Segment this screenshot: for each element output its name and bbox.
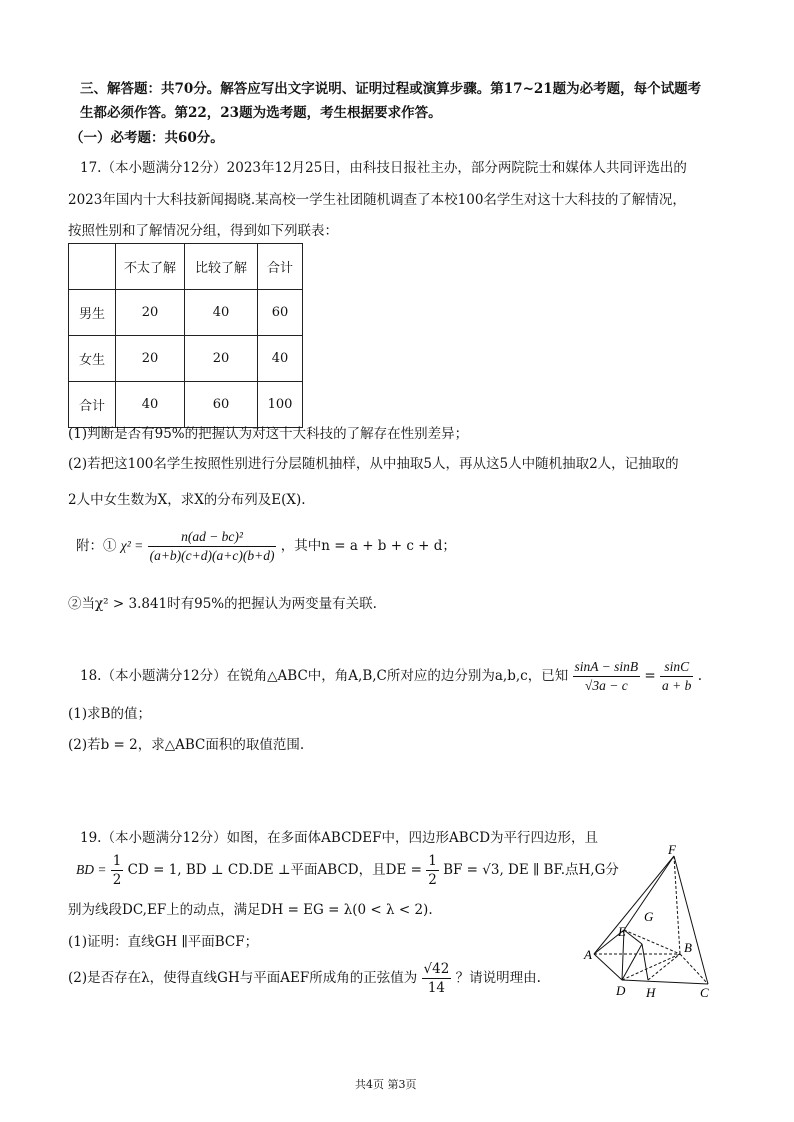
table-cell: 60 — [258, 290, 303, 336]
q19-line2-b: CD = 1, BD ⊥ CD.DE ⊥平面ABCD，且DE = — [127, 862, 422, 878]
table-row — [69, 290, 303, 336]
table-header: 合计 — [258, 244, 303, 290]
equals-sign: = — [644, 668, 656, 684]
formula-lhs: χ² = — [120, 538, 144, 553]
table-cell: 女生 — [69, 336, 116, 382]
page-footer: 共4页 第3页 — [355, 1078, 417, 1091]
table-cell: 60 — [185, 382, 258, 428]
fraction-denominator: 14 — [427, 980, 445, 996]
edge-fb-dashed — [674, 856, 680, 954]
fraction-denominator: (a+b)(c+d)(a+c)(b+d) — [149, 548, 275, 563]
table-cell: 40 — [185, 290, 258, 336]
contingency-table — [68, 243, 303, 428]
table-cell: 40 — [116, 382, 185, 428]
edge-hb-dashed — [648, 954, 680, 980]
table-header: 比较了解 — [185, 244, 258, 290]
fraction-denominator: 2 — [428, 872, 437, 888]
q17-part2-line1: (2)若把这100名学生按照性别进行分层随机抽样，从中抽取5人，再从这5人中随机抽取2人，记抽取的 — [68, 456, 679, 472]
fraction-denominator: 2 — [112, 872, 122, 888]
fraction-denominator: √3a − c — [584, 678, 628, 693]
q19-line1: 19.（本小题满分12分）如图，在多面体ABCDEF中，四边形ABCD为平行四边形，且 — [80, 830, 599, 846]
table-header: 不太了解 — [116, 244, 185, 290]
vertex-label-b: B — [684, 940, 692, 955]
q18-part1: (1)求B的值； — [68, 706, 152, 722]
vertex-label-d: D — [616, 983, 626, 998]
half-fraction — [111, 852, 124, 889]
q19-part1: (1)证明：直线GH ∥平面BCF； — [68, 934, 259, 950]
q18-line1 — [80, 658, 702, 695]
vertex-label-h: H — [646, 985, 656, 1000]
half-fraction — [426, 852, 439, 889]
formula-tail: ，其中n = a + b + c + d； — [280, 538, 456, 554]
q19-line2-c: BF = √3, DE ∥ BF.点H,G分 — [443, 862, 619, 878]
table-cell: 20 — [116, 336, 185, 382]
fraction-numerator: n(ad − bc)² — [148, 528, 277, 547]
q17-note2: ②当χ² > 3.841时有95%的把握认为两变量有关联. — [68, 596, 377, 612]
fraction-numerator: 1 — [428, 853, 437, 869]
table-cell: 20 — [185, 336, 258, 382]
q17-part1: (1)判断是否有95%的把握认为对这十大科技的了解存在性别差异； — [68, 426, 469, 442]
table-cell — [69, 244, 116, 290]
edge-eb-dashed — [624, 930, 680, 954]
table-row — [69, 382, 303, 428]
q19-line2 — [76, 852, 619, 889]
section-heading-line2: 生都必须作答。第22，23题为选考题，考生根据要求作答。 — [80, 105, 442, 121]
vertex-label-a: A — [584, 947, 592, 962]
q17-line1: 17.（本小题满分12分）2023年12月25日，由科技日报社主办，部分两院院士和媒体人共同评选出的 — [80, 160, 687, 176]
edge-fa — [594, 856, 674, 954]
table-cell: 男生 — [69, 290, 116, 336]
section-heading-line1: 三、解答题：共70分。解答应写出文字说明、证明过程或演算步骤。第17~21题为必考题，每个试题考 — [80, 81, 702, 97]
q19-line3: 别为线段DC,EF上的动点，满足DH = EG = λ(0 < λ < 2). — [68, 902, 433, 918]
table-row — [69, 244, 303, 290]
note-label: 附：① — [76, 538, 117, 554]
q17-formula — [76, 528, 456, 565]
q18-fraction-left — [573, 658, 641, 695]
q18-part2: (2)若b = 2，求△ABC面积的取值范围. — [68, 737, 305, 753]
fraction-numerator: sinC — [660, 658, 693, 677]
table-row — [69, 336, 303, 382]
fraction-numerator: sinA − sinB — [573, 658, 641, 677]
table-cell: 20 — [116, 290, 185, 336]
q18-fraction-right — [660, 658, 693, 695]
q17-line3: 按照性别和了解情况分组，得到如下列联表： — [68, 223, 338, 239]
polyhedron-figure — [580, 842, 720, 1004]
q19-part2 — [68, 960, 541, 997]
fraction-denominator: a + b — [662, 678, 692, 693]
q19-part2-pre: (2)是否存在λ，使得直线GH与平面AEF所成角的正弦值为 — [68, 970, 418, 986]
table-cell: 合计 — [69, 382, 116, 428]
sine-fraction — [422, 960, 452, 997]
edge-db-dashed — [622, 954, 680, 980]
fraction-numerator: 1 — [112, 853, 122, 869]
vertex-label-f: F — [668, 842, 676, 857]
edge-ad — [594, 954, 622, 980]
table-cell: 40 — [258, 336, 303, 382]
edge-fc — [674, 856, 708, 984]
sub-heading: （一）必考题：共60分。 — [70, 130, 224, 146]
q17-part2-line2: 2人中女生数为X，求X的分布列及E(X). — [68, 492, 306, 508]
edge-g-d — [622, 944, 642, 980]
table-cell: 100 — [258, 382, 303, 428]
fraction-numerator: √42 — [423, 961, 450, 977]
edge-gh — [642, 944, 648, 980]
q17-line2: 2023年国内十大科技新闻揭晓.某高校一学生社团随机调查了本校100名学生对这十大科技的了解情况， — [68, 192, 686, 208]
vertex-label-e: E — [618, 924, 626, 939]
period: . — [697, 668, 702, 684]
vertex-label-c: C — [700, 985, 709, 1000]
q19-part2-post: ？请说明理由. — [455, 970, 541, 986]
edge-dc — [622, 980, 708, 984]
q19-line2-a: BD = — [76, 862, 107, 877]
chi-square-fraction — [148, 528, 277, 565]
vertex-label-g: G — [644, 909, 654, 924]
q18-line1-text: 18.（本小题满分12分）在锐角△ABC中，角A,B,C所对应的边分别为a,b,c，已知 — [80, 668, 569, 684]
